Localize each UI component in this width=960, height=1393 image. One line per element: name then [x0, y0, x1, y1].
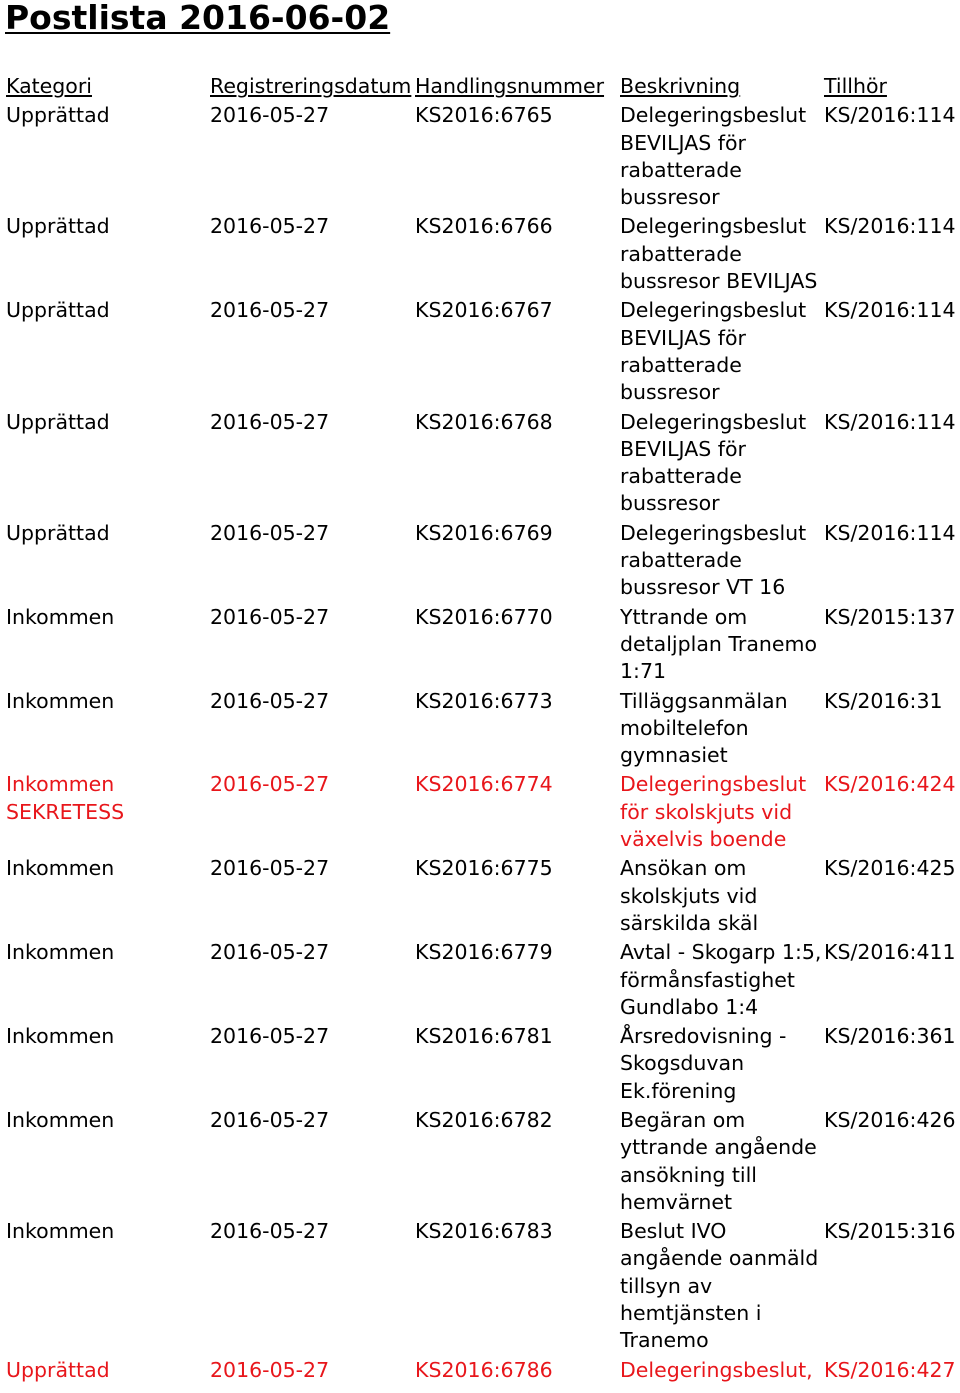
cell-beskrivning: Delegeringsbeslut rabatterade bussresor BEVILJAS	[620, 214, 818, 294]
cell-kategori: Inkommen	[6, 940, 115, 965]
cell-kategori: Upprättad	[6, 1357, 110, 1382]
cell-kategori: Inkommen SEKRETESS	[6, 772, 125, 824]
cell-registreringsdatum: 2016-05-27	[210, 772, 330, 797]
cell-tillhor: KS/2015:316	[824, 1219, 956, 1244]
postlista-table	[0, 73, 960, 1386]
cell-beskrivning: Årsredovisning - Skogsduvan Ek.förening	[620, 1024, 787, 1103]
cell-handlingsnummer: KS2016:6775	[415, 856, 553, 881]
cell-registreringsdatum: 2016-05-27	[210, 103, 330, 128]
cell-registreringsdatum: 2016-05-27	[210, 1219, 330, 1244]
cell-handlingsnummer: KS2016:6779	[415, 940, 553, 965]
column-header-registreringsdatum: Registreringsdatum	[210, 74, 412, 98]
cell-beskrivning: Tilläggsanmälan mobiltelefon gymnasiet	[620, 688, 788, 768]
cell-handlingsnummer: KS2016:6783	[415, 1219, 553, 1244]
table-row	[0, 939, 960, 1023]
cell-kategori: Inkommen	[6, 1024, 115, 1049]
table-row	[0, 520, 960, 604]
table-row	[0, 771, 960, 855]
cell-tillhor: KS/2016:425	[824, 856, 956, 881]
cell-tillhor: KS/2016:427	[824, 1357, 956, 1382]
cell-tillhor: KS/2016:114	[824, 214, 956, 239]
cell-handlingsnummer: KS2016:6773	[415, 688, 553, 713]
cell-handlingsnummer: KS2016:6769	[415, 520, 553, 545]
cell-handlingsnummer: KS2016:6786	[415, 1357, 553, 1382]
table-body	[0, 102, 960, 1386]
cell-registreringsdatum: 2016-05-27	[210, 298, 330, 323]
column-header-kategori: Kategori	[6, 74, 92, 98]
cell-registreringsdatum: 2016-05-27	[210, 1357, 330, 1382]
table-row	[0, 855, 960, 939]
table-row	[0, 1107, 960, 1218]
cell-tillhor: KS/2016:114	[824, 103, 956, 128]
cell-handlingsnummer: KS2016:6765	[415, 103, 553, 128]
cell-registreringsdatum: 2016-05-27	[210, 214, 330, 239]
table-row	[0, 1218, 960, 1356]
cell-tillhor: KS/2016:114	[824, 298, 956, 323]
cell-beskrivning: Yttrande om detaljplan Tranemo 1:71	[620, 604, 818, 684]
page-title: Postlista 2016-06-02	[5, 0, 391, 37]
cell-registreringsdatum: 2016-05-27	[210, 409, 330, 434]
cell-handlingsnummer: KS2016:6770	[415, 604, 553, 629]
cell-beskrivning: Delegeringsbeslut BEVILJAS för rabatterade bussresor	[620, 409, 807, 516]
table-row	[0, 1023, 960, 1107]
cell-beskrivning: Delegeringsbeslut BEVILJAS för rabatterade bussresor	[620, 103, 807, 210]
cell-registreringsdatum: 2016-05-27	[210, 520, 330, 545]
cell-kategori: Inkommen	[6, 856, 115, 881]
cell-tillhor: KS/2016:361	[824, 1024, 956, 1049]
cell-beskrivning: Delegeringsbeslut rabatterade bussresor VT 16	[620, 520, 807, 600]
cell-kategori: Upprättad	[6, 520, 110, 545]
cell-kategori: Upprättad	[6, 409, 110, 434]
cell-beskrivning: Avtal - Skogarp 1:5, förmånsfastighet Gundlabo 1:4	[620, 940, 822, 1019]
cell-beskrivning: Ansökan om skolskjuts vid särskilda skäl	[620, 856, 759, 935]
cell-tillhor: KS/2015:137	[824, 604, 956, 629]
cell-kategori: Inkommen	[6, 1219, 115, 1244]
table-row	[0, 297, 960, 408]
table-header-row	[0, 73, 960, 102]
cell-tillhor: KS/2016:31	[824, 688, 943, 713]
cell-handlingsnummer: KS2016:6767	[415, 298, 553, 323]
cell-handlingsnummer: KS2016:6782	[415, 1107, 553, 1132]
cell-beskrivning: Begäran om yttrande angående ansökning till hemvärnet	[620, 1107, 817, 1214]
cell-handlingsnummer: KS2016:6781	[415, 1024, 553, 1049]
cell-kategori: Upprättad	[6, 298, 110, 323]
cell-kategori: Upprättad	[6, 103, 110, 128]
cell-registreringsdatum: 2016-05-27	[210, 604, 330, 629]
cell-tillhor: KS/2016:114	[824, 520, 956, 545]
cell-beskrivning: Delegeringsbeslut för skolskjuts vid växelvis boende	[620, 772, 807, 852]
cell-tillhor: KS/2016:114	[824, 409, 956, 434]
cell-registreringsdatum: 2016-05-27	[210, 940, 330, 965]
cell-beskrivning: Delegeringsbeslut,	[620, 1357, 813, 1382]
cell-kategori: Inkommen	[6, 604, 115, 629]
cell-registreringsdatum: 2016-05-27	[210, 1107, 330, 1132]
cell-beskrivning: Delegeringsbeslut BEVILJAS för rabatterade bussresor	[620, 298, 807, 405]
cell-handlingsnummer: KS2016:6766	[415, 214, 553, 239]
cell-kategori: Upprättad	[6, 214, 110, 239]
table-row	[0, 604, 960, 688]
cell-handlingsnummer: KS2016:6774	[415, 772, 553, 797]
column-header-handlingsnummer: Handlingsnummer	[415, 74, 605, 98]
cell-tillhor: KS/2016:426	[824, 1107, 956, 1132]
cell-registreringsdatum: 2016-05-27	[210, 688, 330, 713]
cell-tillhor: KS/2016:411	[824, 940, 956, 965]
table-row	[0, 1357, 960, 1386]
cell-registreringsdatum: 2016-05-27	[210, 1024, 330, 1049]
cell-kategori: Inkommen	[6, 1107, 115, 1132]
table-row	[0, 409, 960, 520]
cell-handlingsnummer: KS2016:6768	[415, 409, 553, 434]
cell-beskrivning: Beslut IVO angående oanmäld tillsyn av hemtjänsten i Tranemo	[620, 1219, 819, 1353]
column-header-beskrivning: Beskrivning	[620, 74, 741, 98]
cell-tillhor: KS/2016:424	[824, 772, 956, 797]
table-row	[0, 688, 960, 772]
table-row	[0, 213, 960, 297]
cell-kategori: Inkommen	[6, 688, 115, 713]
column-header-tillhor: Tillhör	[824, 74, 887, 98]
table-row	[0, 102, 960, 213]
cell-registreringsdatum: 2016-05-27	[210, 856, 330, 881]
